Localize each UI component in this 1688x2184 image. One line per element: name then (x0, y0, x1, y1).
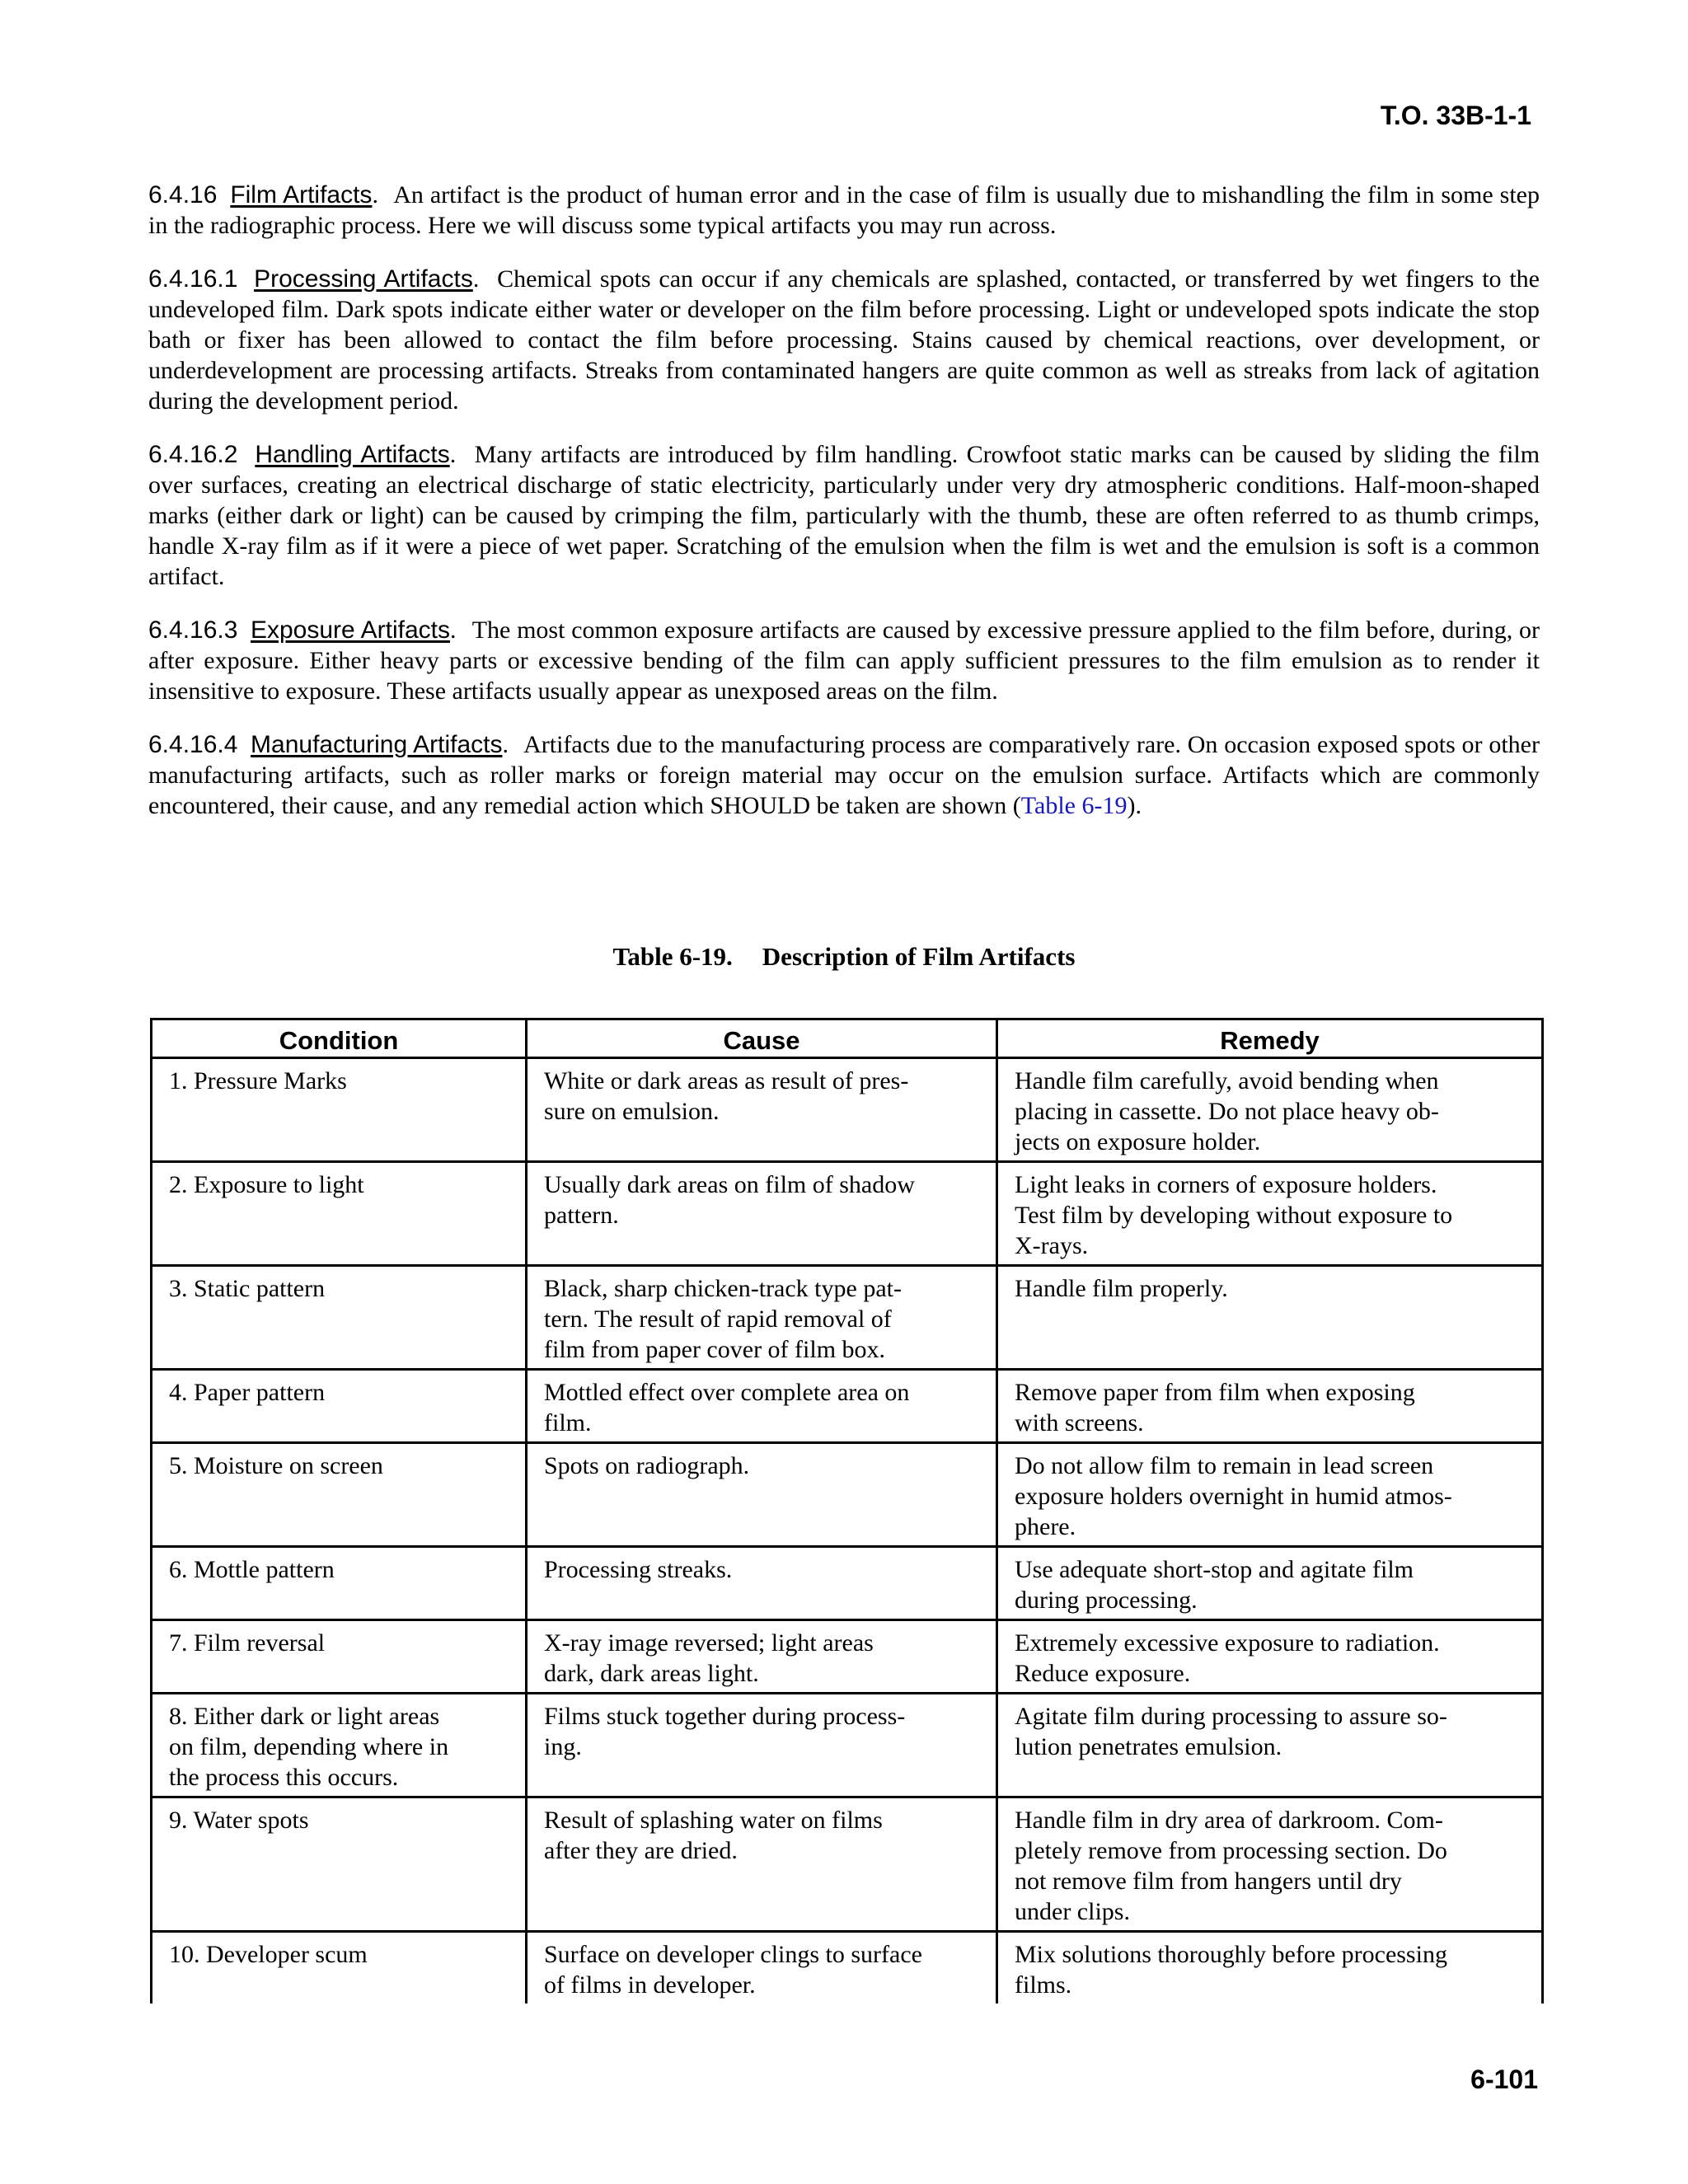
cell-remedy: Handle film properly. (997, 1266, 1543, 1370)
table-title-text: Description of Film Artifacts (762, 942, 1076, 971)
section-number: 6.4.16.4 (148, 731, 238, 758)
section-text: An artifact is the product of human error and in the case of film is usually due to mishandling the film in some step in the radiographic process. Here we will discuss some typical artifacts you may run across. (148, 181, 1540, 239)
cell-remedy: Mix solutions thoroughly before processing films. (997, 1932, 1543, 2004)
table-row (152, 1620, 1543, 1694)
cell-cause: Black, sharp chicken-track type pat- tern. The result of rapid removal of film from paper cover of film box. (527, 1266, 997, 1370)
table-row (152, 1370, 1543, 1443)
section-heading: Exposure Artifacts (250, 616, 450, 644)
table-title (0, 942, 1688, 972)
cell-cause: Usually dark areas on film of shadow pattern. (527, 1162, 997, 1266)
section-number: 6.4.16.2 (148, 441, 238, 468)
section-number: 6.4.16 (148, 181, 218, 209)
cell-cause: Mottled effect over complete area on film. (527, 1370, 997, 1443)
cell-condition: 8. Either dark or light areas on film, depending where in the process this occurs. (152, 1694, 527, 1797)
cell-condition: 10. Developer scum (152, 1932, 527, 2004)
film-artifacts-table (150, 1018, 1544, 2004)
table-row (152, 1058, 1543, 1162)
cell-remedy: Use adequate short-stop and agitate film during processing. (997, 1547, 1543, 1620)
table-row (152, 1797, 1543, 1932)
section-6-4-16-1: 6.4.16.1 Processing Artifacts. Chemical spots can occur if any chemicals are splashed, contacted, or transferred by wet fingers to the undeveloped film. Dark spots indicate either water or developer on the film before processing. Light or undeveloped spots indicate the stop bath or fixer has been allowed to contact the film before processing. Stains caused by chemical reactions, over development, or underdevelopment are processing artifacts. Streaks from contaminated hangers are quite common as well as streaks from lack of agitation during the development period. (148, 265, 1540, 415)
section-heading: Film Artifacts (230, 181, 373, 209)
cell-remedy: Remove paper from film when exposing with screens. (997, 1370, 1543, 1443)
cell-cause: Films stuck together during process- ing. (527, 1694, 997, 1797)
cell-remedy: Agitate film during processing to assure so- lution penetrates emulsion. (997, 1694, 1543, 1797)
section-text: Artifacts due to the manufacturing process are comparatively rare. On occasion exposed spots or other manufacturing artifacts, such as roller marks or foreign material may occur on the emulsion surface. Artifacts which are commonly encountered, their cause, and any remedial action which SHOULD be taken are shown (148, 731, 1540, 819)
cell-condition: 9. Water spots (152, 1797, 527, 1932)
section-text: Many artifacts are introduced by film handling. Crowfoot static marks can be caused by sliding the film over surfaces, creating an electrical discharge of static electricity, particularly under very dry atmospheric conditions. Half-moon-shaped marks (either dark or light) can be caused by crimping the film, particularly with the thumb, these are often referred to as thumb crimps, handle X-ray film as if it were a piece of wet paper. Scratching of the emulsion when the film is wet and the emulsion is soft is a common artifact. (148, 441, 1540, 590)
table-row (152, 1162, 1543, 1266)
cell-cause: Result of splashing water on films after they are dried. (527, 1797, 997, 1932)
cell-remedy: Handle film carefully, avoid bending when placing in cassette. Do not place heavy ob- jects on exposure holder. (997, 1058, 1543, 1162)
page-number: 6-101 (1470, 2064, 1538, 2094)
section-heading: Handling Artifacts (255, 441, 450, 468)
section-text: The most common exposure artifacts are caused by excessive pressure applied to the film before, during, or after exposure. Either heavy parts or excessive bending of the film can apply sufficient pressures to the film emulsion as to render it insensitive to exposure. These artifacts usually appear as unexposed areas on the film. (148, 616, 1540, 705)
header-condition: Condition (152, 1019, 527, 1058)
cell-cause: White or dark areas as result of pres- sure on emulsion. (527, 1058, 997, 1162)
cell-cause: Processing streaks. (527, 1547, 997, 1620)
cell-cause: Surface on developer clings to surface of films in developer. (527, 1932, 997, 2004)
header-cause: Cause (527, 1019, 997, 1058)
section-6-4-16-3: 6.4.16.3 Exposure Artifacts. The most common exposure artifacts are caused by excessive pressure applied to the film before, during, or after exposure. Either heavy parts or excessive bending of the film can apply sufficient pressures to the film emulsion as to render it insensitive to exposure. These artifacts usually appear as unexposed areas on the film. (148, 616, 1540, 705)
section-heading: Processing Artifacts (254, 265, 473, 293)
table-row (152, 1694, 1543, 1797)
cell-remedy: Light leaks in corners of exposure holders. Test film by developing without exposure to X-rays. (997, 1162, 1543, 1266)
document-id: T.O. 33B-1-1 (1380, 101, 1531, 130)
cell-condition: 5. Moisture on screen (152, 1443, 527, 1547)
section-6-4-16-4: 6.4.16.4 Manufacturing Artifacts. Artifacts due to the manufacturing process are comparatively rare. On occasion exposed spots or other manufacturing artifacts, such as roller marks or foreign material may occur on the emulsion surface. Artifacts which are commonly encountered, their cause, and any remedial action which SHOULD be taken are shown (Table 6-19). (148, 731, 1540, 819)
table-header-row (152, 1019, 1543, 1058)
table-row (152, 1443, 1543, 1547)
cell-condition: 3. Static pattern (152, 1266, 527, 1370)
table-row (152, 1547, 1543, 1620)
section-number: 6.4.16.3 (148, 616, 238, 644)
cell-condition: 4. Paper pattern (152, 1370, 527, 1443)
cell-condition: 1. Pressure Marks (152, 1058, 527, 1162)
cell-condition: 2. Exposure to light (152, 1162, 527, 1266)
link-close-paren: ). (1127, 792, 1142, 819)
section-text: Chemical spots can occur if any chemicals are splashed, contacted, or transferred by wet fingers to the undeveloped film. Dark spots indicate either water or developer on the film before processing. Light or undeveloped spots indicate the stop bath or fixer has been allowed to contact the film before processing. Stains caused by chemical reactions, over development, or underdevelopment are processing artifacts. Streaks from contaminated hangers are quite common as well as streaks from lack of agitation during the development period. (148, 265, 1540, 415)
cell-condition: 6. Mottle pattern (152, 1547, 527, 1620)
table-title-number: Table 6-19. (612, 942, 733, 971)
cell-remedy: Do not allow film to remain in lead screen exposure holders overnight in humid atmos- phere. (997, 1443, 1543, 1547)
section-6-4-16: 6.4.16 Film Artifacts. An artifact is the product of human error and in the case of film is usually due to mishandling the film in some step in the radiographic process. Here we will discuss some typical artifacts you may run across. (148, 181, 1540, 239)
table-row (152, 1266, 1543, 1370)
link-open-paren: ( (1012, 792, 1021, 819)
section-heading: Manufacturing Artifacts (251, 731, 503, 758)
cell-remedy: Handle film in dry area of darkroom. Com- pletely remove from processing section. Do not remove film from hangers until dry under clips. (997, 1797, 1543, 1932)
cell-cause: X-ray image reversed; light areas dark, dark areas light. (527, 1620, 997, 1694)
section-number: 6.4.16.1 (148, 265, 238, 293)
cell-cause: Spots on radiograph. (527, 1443, 997, 1547)
cell-condition: 7. Film reversal (152, 1620, 527, 1694)
header-remedy: Remedy (997, 1019, 1543, 1058)
table-row (152, 1932, 1543, 2004)
body-text (148, 180, 1540, 844)
table-6-19-link[interactable]: Table 6-19 (1020, 792, 1128, 819)
section-6-4-16-2: 6.4.16.2 Handling Artifacts. Many artifacts are introduced by film handling. Crowfoot static marks can be caused by sliding the film over surfaces, creating an electrical discharge of static electricity, particularly under very dry atmospheric conditions. Half-moon-shaped marks (either dark or light) can be caused by crimping the film, particularly with the thumb, these are often referred to as thumb crimps, handle X-ray film as if it were a piece of wet paper. Scratching of the emulsion when the film is wet and the emulsion is soft is a common artifact. (148, 441, 1540, 590)
cell-remedy: Extremely excessive exposure to radiation. Reduce exposure. (997, 1620, 1543, 1694)
